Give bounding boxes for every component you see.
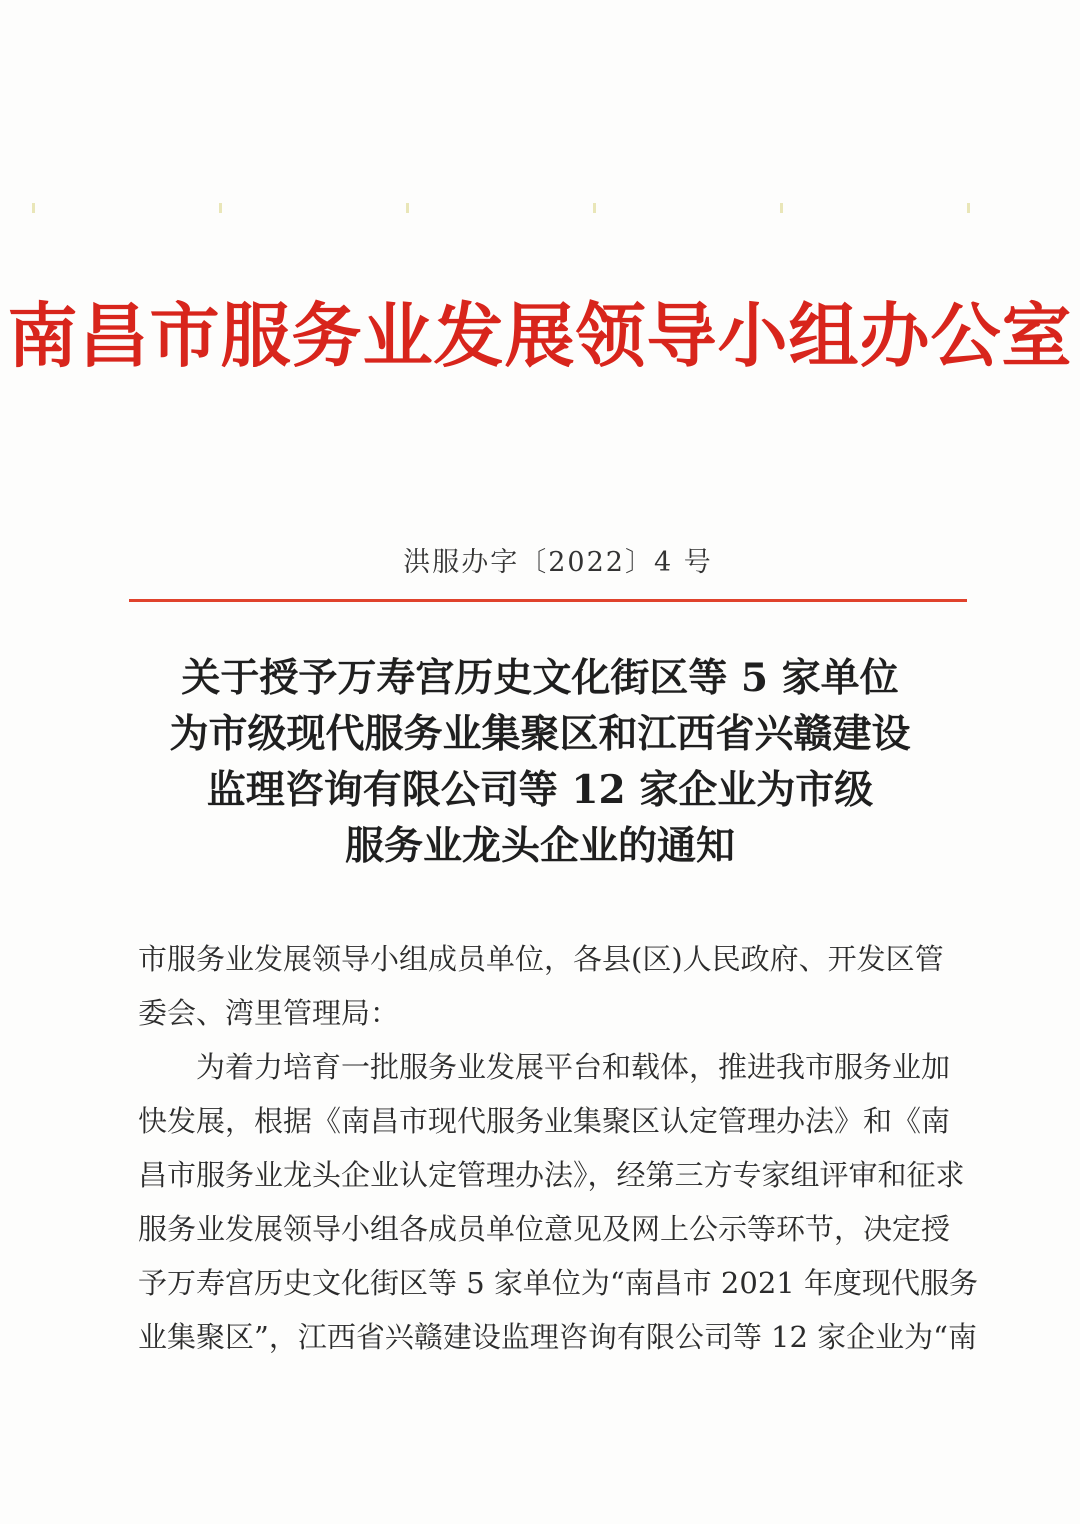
red-divider-line	[129, 599, 967, 602]
scan-mark	[780, 203, 783, 213]
document-number: 洪服办字〔2022〕4 号	[403, 547, 713, 578]
title-line: 监理咨询有限公司等 12 家企业为市级	[206, 767, 874, 813]
title-line: 为市级现代服务业集聚区和江西省兴赣建设	[169, 711, 911, 757]
body-text	[138, 932, 998, 1364]
notice-title	[0, 650, 1080, 874]
paragraph-line: 服务业发展领导小组各成员单位意见及网上公示等环节，决定授	[138, 1212, 951, 1246]
scan-mark	[967, 203, 970, 213]
paragraph-line: 予万寿宫历史文化街区等 5 家单位为“南昌市 2021 年度现代服务	[138, 1266, 978, 1300]
scan-mark	[219, 203, 222, 213]
title-line: 关于授予万寿宫历史文化街区等 5 家单位	[181, 655, 899, 701]
scan-mark	[406, 203, 409, 213]
paragraph-line: 快发展，根据《南昌市现代服务业集聚区认定管理办法》和《南	[138, 1104, 951, 1138]
paragraph-line: 昌市服务业龙头企业认定管理办法》，经第三方专家组评审和征求	[138, 1158, 965, 1192]
scan-mark	[32, 203, 35, 213]
addressee-line: 委会、湾里管理局：	[138, 996, 400, 1030]
scan-mark	[593, 203, 596, 213]
addressee-line: 市服务业发展领导小组成员单位，各县(区)人民政府、开发区管	[138, 942, 944, 976]
title-line: 服务业龙头企业的通知	[344, 823, 735, 869]
organization-header: 南昌市服务业发展领导小组办公室	[7, 294, 1073, 377]
paragraph-line: 业集聚区”，江西省兴赣建设监理咨询有限公司等 12 家企业为“南	[138, 1320, 977, 1354]
paragraph-line: 为着力培育一批服务业发展平台和载体，推进我市服务业加	[196, 1050, 951, 1084]
